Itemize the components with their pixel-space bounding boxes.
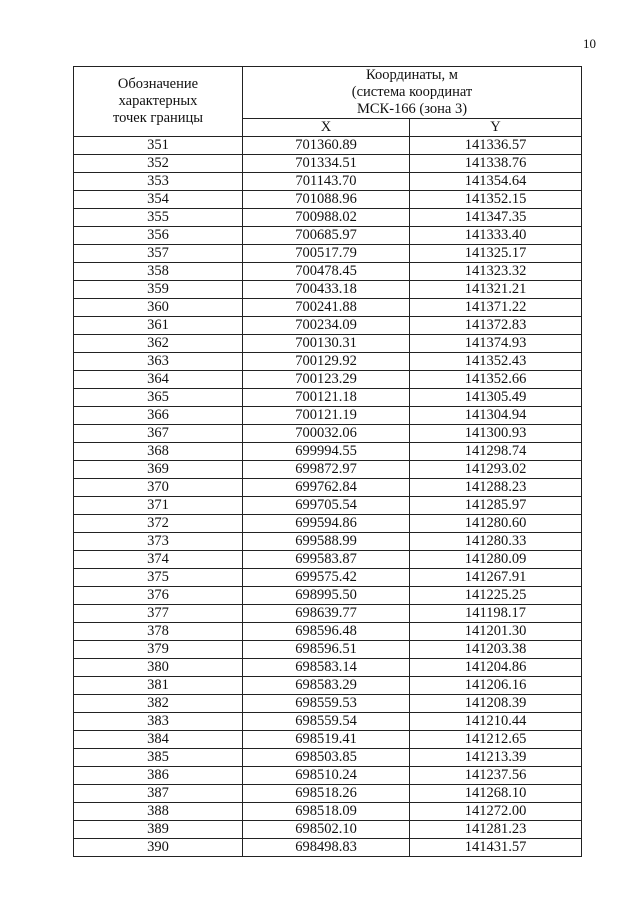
x-coordinate-cell: 700123.29 bbox=[243, 371, 410, 389]
table-row bbox=[74, 515, 582, 533]
point-number-cell: 371 bbox=[74, 497, 243, 515]
x-coordinate-cell: 698583.14 bbox=[243, 659, 410, 677]
point-number-cell: 365 bbox=[74, 389, 243, 407]
point-number-cell: 374 bbox=[74, 551, 243, 569]
table-row bbox=[74, 677, 582, 695]
point-number-cell: 387 bbox=[74, 785, 243, 803]
y-coordinate-cell: 141333.40 bbox=[410, 227, 582, 245]
table-row bbox=[74, 605, 582, 623]
table-row bbox=[74, 263, 582, 281]
table-row bbox=[74, 173, 582, 191]
table-row bbox=[74, 299, 582, 317]
y-coordinate-cell: 141280.60 bbox=[410, 515, 582, 533]
designation-header-line: точек границы bbox=[112, 110, 204, 126]
point-number-cell: 367 bbox=[74, 425, 243, 443]
y-coordinate-cell: 141374.93 bbox=[410, 335, 582, 353]
y-coordinate-cell: 141280.09 bbox=[410, 551, 582, 569]
point-number-cell: 384 bbox=[74, 731, 243, 749]
designation-header-line: характерных bbox=[118, 93, 198, 109]
table-row bbox=[74, 425, 582, 443]
y-coordinate-cell: 141293.02 bbox=[410, 461, 582, 479]
x-coordinate-cell: 700129.92 bbox=[243, 353, 410, 371]
point-number-cell: 354 bbox=[74, 191, 243, 209]
y-column-header: Y bbox=[410, 119, 582, 137]
x-coordinate-cell: 700433.18 bbox=[243, 281, 410, 299]
y-coordinate-cell: 141203.38 bbox=[410, 641, 582, 659]
table-row bbox=[74, 317, 582, 335]
x-coordinate-cell: 698510.24 bbox=[243, 767, 410, 785]
y-coordinate-cell: 141208.39 bbox=[410, 695, 582, 713]
table-row bbox=[74, 641, 582, 659]
point-number-cell: 353 bbox=[74, 173, 243, 191]
table-body bbox=[74, 137, 582, 857]
point-number-cell: 386 bbox=[74, 767, 243, 785]
x-coordinate-cell: 698519.41 bbox=[243, 731, 410, 749]
x-coordinate-cell: 698518.26 bbox=[243, 785, 410, 803]
table-row bbox=[74, 551, 582, 569]
y-coordinate-cell: 141285.97 bbox=[410, 497, 582, 515]
y-coordinate-cell: 141304.94 bbox=[410, 407, 582, 425]
point-number-cell: 368 bbox=[74, 443, 243, 461]
table-row bbox=[74, 191, 582, 209]
designation-header bbox=[74, 67, 243, 137]
point-number-cell: 376 bbox=[74, 587, 243, 605]
x-coordinate-cell: 698583.29 bbox=[243, 677, 410, 695]
table-row bbox=[74, 479, 582, 497]
x-coordinate-cell: 699994.55 bbox=[243, 443, 410, 461]
point-number-cell: 366 bbox=[74, 407, 243, 425]
point-number-cell: 359 bbox=[74, 281, 243, 299]
y-coordinate-cell: 141268.10 bbox=[410, 785, 582, 803]
point-number-cell: 390 bbox=[74, 839, 243, 857]
y-coordinate-cell: 141288.23 bbox=[410, 479, 582, 497]
table-row bbox=[74, 695, 582, 713]
table-row bbox=[74, 587, 582, 605]
y-coordinate-cell: 141305.49 bbox=[410, 389, 582, 407]
designation-header-line: Обозначение bbox=[117, 76, 199, 92]
table-row bbox=[74, 659, 582, 677]
y-coordinate-cell: 141371.22 bbox=[410, 299, 582, 317]
point-number-cell: 363 bbox=[74, 353, 243, 371]
point-number-cell: 377 bbox=[74, 605, 243, 623]
y-coordinate-cell: 141321.21 bbox=[410, 281, 582, 299]
table-row bbox=[74, 839, 582, 857]
point-number-cell: 375 bbox=[74, 569, 243, 587]
table-row bbox=[74, 353, 582, 371]
x-coordinate-cell: 698518.09 bbox=[243, 803, 410, 821]
coordinates-header bbox=[243, 67, 582, 119]
table-row bbox=[74, 767, 582, 785]
point-number-cell: 356 bbox=[74, 227, 243, 245]
point-number-cell: 379 bbox=[74, 641, 243, 659]
table-row bbox=[74, 623, 582, 641]
table-row bbox=[74, 227, 582, 245]
y-coordinate-cell: 141206.16 bbox=[410, 677, 582, 695]
point-number-cell: 373 bbox=[74, 533, 243, 551]
table-row bbox=[74, 731, 582, 749]
x-coordinate-cell: 699588.99 bbox=[243, 533, 410, 551]
x-coordinate-cell: 700241.88 bbox=[243, 299, 410, 317]
point-number-cell: 383 bbox=[74, 713, 243, 731]
x-coordinate-cell: 698559.54 bbox=[243, 713, 410, 731]
x-coordinate-cell: 701143.70 bbox=[243, 173, 410, 191]
point-number-cell: 362 bbox=[74, 335, 243, 353]
x-coordinate-cell: 700234.09 bbox=[243, 317, 410, 335]
y-coordinate-cell: 141298.74 bbox=[410, 443, 582, 461]
x-coordinate-cell: 698559.53 bbox=[243, 695, 410, 713]
coordinates-header-line: МСК-166 (зона 3) bbox=[356, 101, 468, 117]
x-coordinate-cell: 699575.42 bbox=[243, 569, 410, 587]
coordinates-header-line: Координаты, м bbox=[366, 67, 458, 83]
y-coordinate-cell: 141204.86 bbox=[410, 659, 582, 677]
table-row bbox=[74, 803, 582, 821]
table-row bbox=[74, 281, 582, 299]
y-coordinate-cell: 141354.64 bbox=[410, 173, 582, 191]
point-number-cell: 360 bbox=[74, 299, 243, 317]
table-row bbox=[74, 389, 582, 407]
point-number-cell: 361 bbox=[74, 317, 243, 335]
x-coordinate-cell: 700121.19 bbox=[243, 407, 410, 425]
table-row bbox=[74, 749, 582, 767]
table-row bbox=[74, 371, 582, 389]
y-coordinate-cell: 141372.83 bbox=[410, 317, 582, 335]
y-coordinate-cell: 141280.33 bbox=[410, 533, 582, 551]
point-number-cell: 380 bbox=[74, 659, 243, 677]
table-row bbox=[74, 785, 582, 803]
table-row bbox=[74, 137, 582, 155]
x-coordinate-cell: 700121.18 bbox=[243, 389, 410, 407]
x-coordinate-cell: 700517.79 bbox=[243, 245, 410, 263]
y-coordinate-cell: 141272.00 bbox=[410, 803, 582, 821]
y-coordinate-cell: 141237.56 bbox=[410, 767, 582, 785]
y-coordinate-cell: 141323.32 bbox=[410, 263, 582, 281]
x-coordinate-cell: 701334.51 bbox=[243, 155, 410, 173]
x-coordinate-cell: 700032.06 bbox=[243, 425, 410, 443]
x-coordinate-cell: 698596.48 bbox=[243, 623, 410, 641]
x-coordinate-cell: 699705.54 bbox=[243, 497, 410, 515]
y-coordinate-cell: 141201.30 bbox=[410, 623, 582, 641]
y-coordinate-cell: 141352.15 bbox=[410, 191, 582, 209]
point-number-cell: 385 bbox=[74, 749, 243, 767]
table-row bbox=[74, 155, 582, 173]
x-coordinate-cell: 698596.51 bbox=[243, 641, 410, 659]
table-row bbox=[74, 569, 582, 587]
y-coordinate-cell: 141352.66 bbox=[410, 371, 582, 389]
point-number-cell: 352 bbox=[74, 155, 243, 173]
x-coordinate-cell: 698639.77 bbox=[243, 605, 410, 623]
x-coordinate-cell: 700685.97 bbox=[243, 227, 410, 245]
x-coordinate-cell: 699583.87 bbox=[243, 551, 410, 569]
y-coordinate-cell: 141213.39 bbox=[410, 749, 582, 767]
y-coordinate-cell: 141281.23 bbox=[410, 821, 582, 839]
y-coordinate-cell: 141352.43 bbox=[410, 353, 582, 371]
y-coordinate-cell: 141225.25 bbox=[410, 587, 582, 605]
y-coordinate-cell: 141325.17 bbox=[410, 245, 582, 263]
x-coordinate-cell: 699594.86 bbox=[243, 515, 410, 533]
table-row bbox=[74, 533, 582, 551]
table-row bbox=[74, 821, 582, 839]
point-number-cell: 357 bbox=[74, 245, 243, 263]
page-number: 10 bbox=[583, 36, 596, 51]
point-number-cell: 370 bbox=[74, 479, 243, 497]
x-column-header: X bbox=[243, 119, 410, 137]
point-number-cell: 369 bbox=[74, 461, 243, 479]
x-coordinate-cell: 699762.84 bbox=[243, 479, 410, 497]
table-row bbox=[74, 335, 582, 353]
point-number-cell: 351 bbox=[74, 137, 243, 155]
x-coordinate-cell: 700130.31 bbox=[243, 335, 410, 353]
coordinates-header-line: (система координат bbox=[351, 84, 473, 100]
y-coordinate-cell: 141347.35 bbox=[410, 209, 582, 227]
table-row bbox=[74, 497, 582, 515]
y-coordinate-cell: 141267.91 bbox=[410, 569, 582, 587]
point-number-cell: 388 bbox=[74, 803, 243, 821]
point-number-cell: 389 bbox=[74, 821, 243, 839]
y-coordinate-cell: 141212.65 bbox=[410, 731, 582, 749]
x-coordinate-cell: 698503.85 bbox=[243, 749, 410, 767]
table-row bbox=[74, 209, 582, 227]
x-coordinate-cell: 698995.50 bbox=[243, 587, 410, 605]
y-coordinate-cell: 141198.17 bbox=[410, 605, 582, 623]
point-number-cell: 378 bbox=[74, 623, 243, 641]
x-coordinate-cell: 701088.96 bbox=[243, 191, 410, 209]
table-header bbox=[74, 67, 582, 137]
x-coordinate-cell: 698498.83 bbox=[243, 839, 410, 857]
x-coordinate-cell: 700988.02 bbox=[243, 209, 410, 227]
x-coordinate-cell: 699872.97 bbox=[243, 461, 410, 479]
x-coordinate-cell: 698502.10 bbox=[243, 821, 410, 839]
table-row bbox=[74, 443, 582, 461]
table-row bbox=[74, 407, 582, 425]
point-number-cell: 364 bbox=[74, 371, 243, 389]
coordinates-table bbox=[73, 66, 582, 857]
y-coordinate-cell: 141338.76 bbox=[410, 155, 582, 173]
y-coordinate-cell: 141431.57 bbox=[410, 839, 582, 857]
y-coordinate-cell: 141336.57 bbox=[410, 137, 582, 155]
point-number-cell: 355 bbox=[74, 209, 243, 227]
point-number-cell: 358 bbox=[74, 263, 243, 281]
y-coordinate-cell: 141210.44 bbox=[410, 713, 582, 731]
x-coordinate-cell: 700478.45 bbox=[243, 263, 410, 281]
table-row bbox=[74, 461, 582, 479]
point-number-cell: 381 bbox=[74, 677, 243, 695]
point-number-cell: 372 bbox=[74, 515, 243, 533]
point-number-cell: 382 bbox=[74, 695, 243, 713]
table-row bbox=[74, 245, 582, 263]
x-coordinate-cell: 701360.89 bbox=[243, 137, 410, 155]
table-row bbox=[74, 713, 582, 731]
y-coordinate-cell: 141300.93 bbox=[410, 425, 582, 443]
